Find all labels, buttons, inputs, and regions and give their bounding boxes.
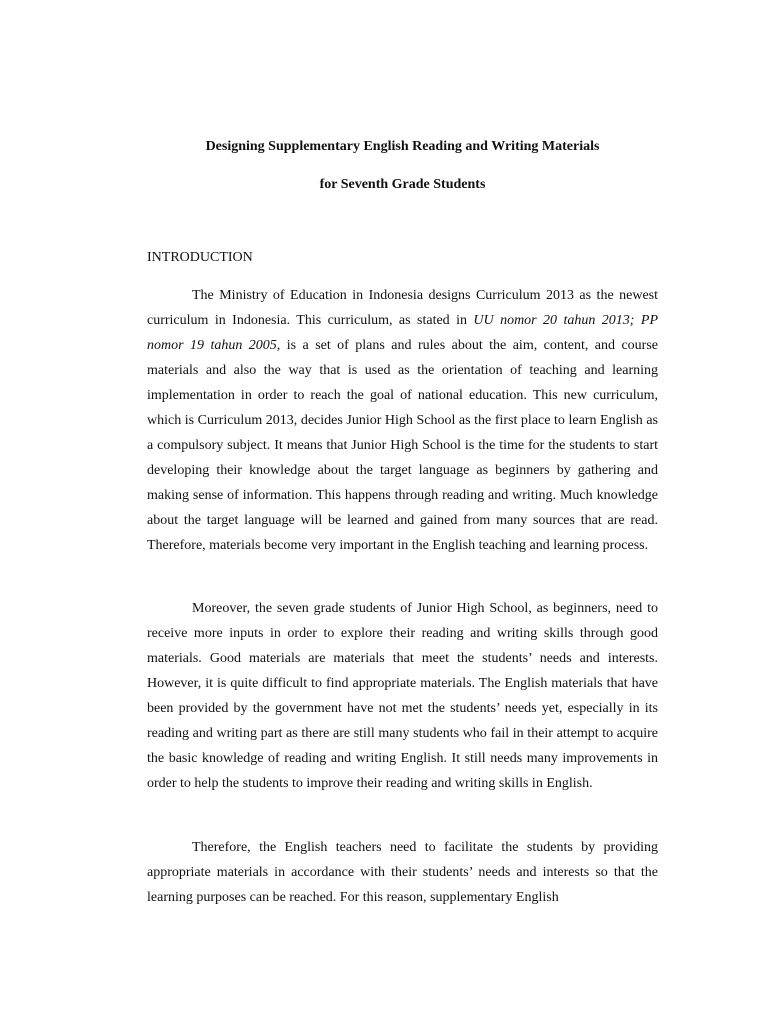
paragraph-1 — [147, 283, 658, 558]
paragraph-1-italic-citation: UU nomor 20 tahun 2013; PP nomor 19 tahun 2005, — [147, 313, 658, 353]
document-title-line-1: Designing Supplementary English Reading and Writing Materials — [205, 139, 600, 154]
paragraph-1-text-start: The Ministry of Education in Indonesia designs Curriculum 2013 as the newest curriculum in Indonesia. This curriculum, as stated in — [147, 288, 658, 328]
paragraph-2: Moreover, the seven grade students of Junior High School, as beginners, need to receive more inputs in order to explore their reading and writing skills through good materials. Good materials are materials that meet the students’ needs and interests. However, it is quite difficult to find appropriate materials. The English materials that have been provided by the government have not met the students’ needs yet, especially in its reading and writing part as there are still many students who fail in their attempt to acquire the basic knowledge of reading and writing English. It still needs many improvements in order to help the students to improve their reading and writing skills in English. — [147, 601, 658, 791]
section-heading: INTRODUCTION — [147, 250, 253, 265]
paragraph-1-text-end: is a set of plans and rules about the aim, content, and course materials and also the way that is used as the orientation of teaching and learning implementation in order to reach the goal of national education. This new curriculum, which is Curriculum 2013, decides Junior High School as the first place to learn English as a compulsory subject. It means that Junior High School is the time for the students to start developing their knowledge about the target language as beginners by gathering and making sense of information. This happens through reading and writing. Much knowledge about the target language will be learned and gained from many sources that are read. Therefore, materials become very important in the English teaching and learning process. — [147, 338, 659, 553]
paragraph-3: Therefore, the English teachers need to facilitate the students by providing appropriate materials in accordance with their students’ needs and interests so that the learning purposes can be reached. For this reason, supplementary English — [147, 840, 658, 905]
document-title-line-2: for Seventh Grade Students — [319, 177, 486, 192]
